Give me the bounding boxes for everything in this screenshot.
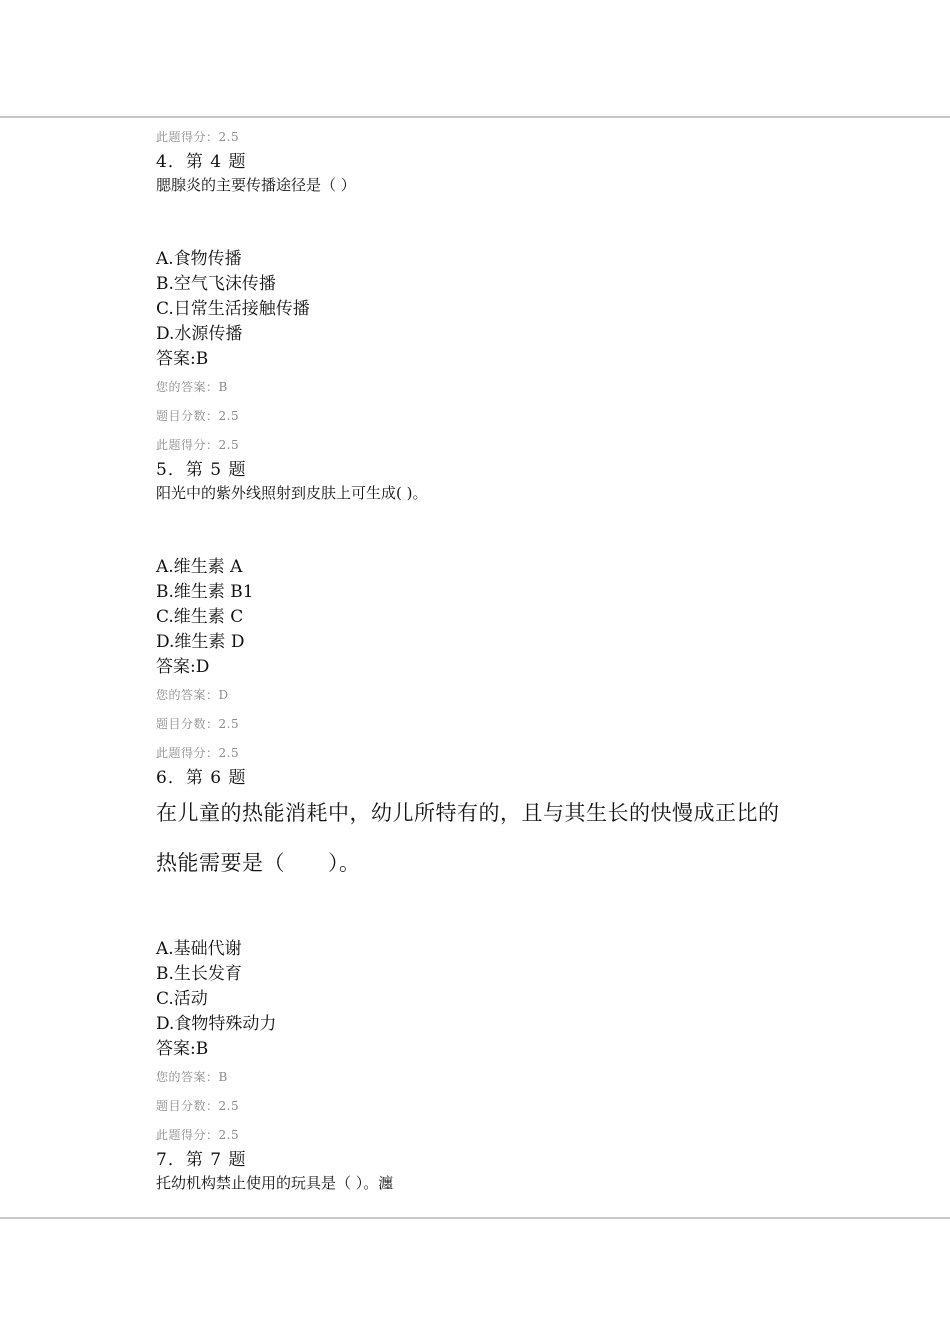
q5-score-got: 此题得分：2.5	[156, 746, 240, 760]
q4-option-a: A.食物传播	[156, 249, 242, 269]
q4-points: 题目分数：2.5	[156, 409, 240, 423]
q6-points: 题目分数：2.5	[156, 1099, 240, 1113]
q6-option-b: B.生长发育	[156, 964, 242, 984]
page-bottom-divider	[0, 1217, 950, 1219]
q6-option-c: C.活动	[156, 989, 208, 1009]
q4-option-c: C.日常生活接触传播	[156, 299, 310, 319]
q5-your-answer: 您的答案：D	[156, 688, 229, 702]
page-top-divider	[0, 116, 950, 118]
q4-score-got: 此题得分：2.5	[156, 438, 240, 452]
q7-title: 7．第 7 题	[156, 1150, 247, 1170]
q5-title: 5．第 5 题	[156, 460, 247, 480]
q4-title: 4．第 4 题	[156, 152, 247, 172]
q4-option-b: B.空气飞沫传播	[156, 274, 276, 294]
q4-option-d: D.水源传播	[156, 324, 243, 344]
q5-option-a: A.维生素 A	[156, 557, 243, 577]
q5-stem: 阳光中的紫外线照射到皮肤上可生成( )。	[156, 484, 428, 502]
q6-option-a: A.基础代谢	[156, 939, 242, 959]
q4-answer: 答案:B	[156, 349, 209, 369]
q3-score-got: 此题得分：2.5	[156, 130, 240, 144]
q6-your-answer: 您的答案：B	[156, 1070, 228, 1084]
q6-title: 6．第 6 题	[156, 768, 247, 788]
q5-answer: 答案:D	[156, 657, 210, 677]
q6-stem-line1: 在儿童的热能消耗中，幼儿所特有的，且与其生长的快慢成正比的	[156, 801, 780, 825]
q6-stem-line2: 热能需要是（ ）。	[156, 851, 361, 875]
q5-option-d: D.维生素 D	[156, 632, 245, 652]
q5-points: 题目分数：2.5	[156, 717, 240, 731]
q6-option-d: D.食物特殊动力	[156, 1014, 277, 1034]
q4-your-answer: 您的答案：B	[156, 380, 228, 394]
q5-option-c: C.维生素 C	[156, 607, 244, 627]
q6-score-got: 此题得分：2.5	[156, 1128, 240, 1142]
q5-option-b: B.维生素 B1	[156, 582, 254, 602]
q4-stem: 腮腺炎的主要传播途径是（ ）	[156, 176, 356, 194]
q7-stem: 托幼机构禁止使用的玩具是（ ）。瀍	[156, 1174, 394, 1192]
q6-answer: 答案:B	[156, 1039, 209, 1059]
